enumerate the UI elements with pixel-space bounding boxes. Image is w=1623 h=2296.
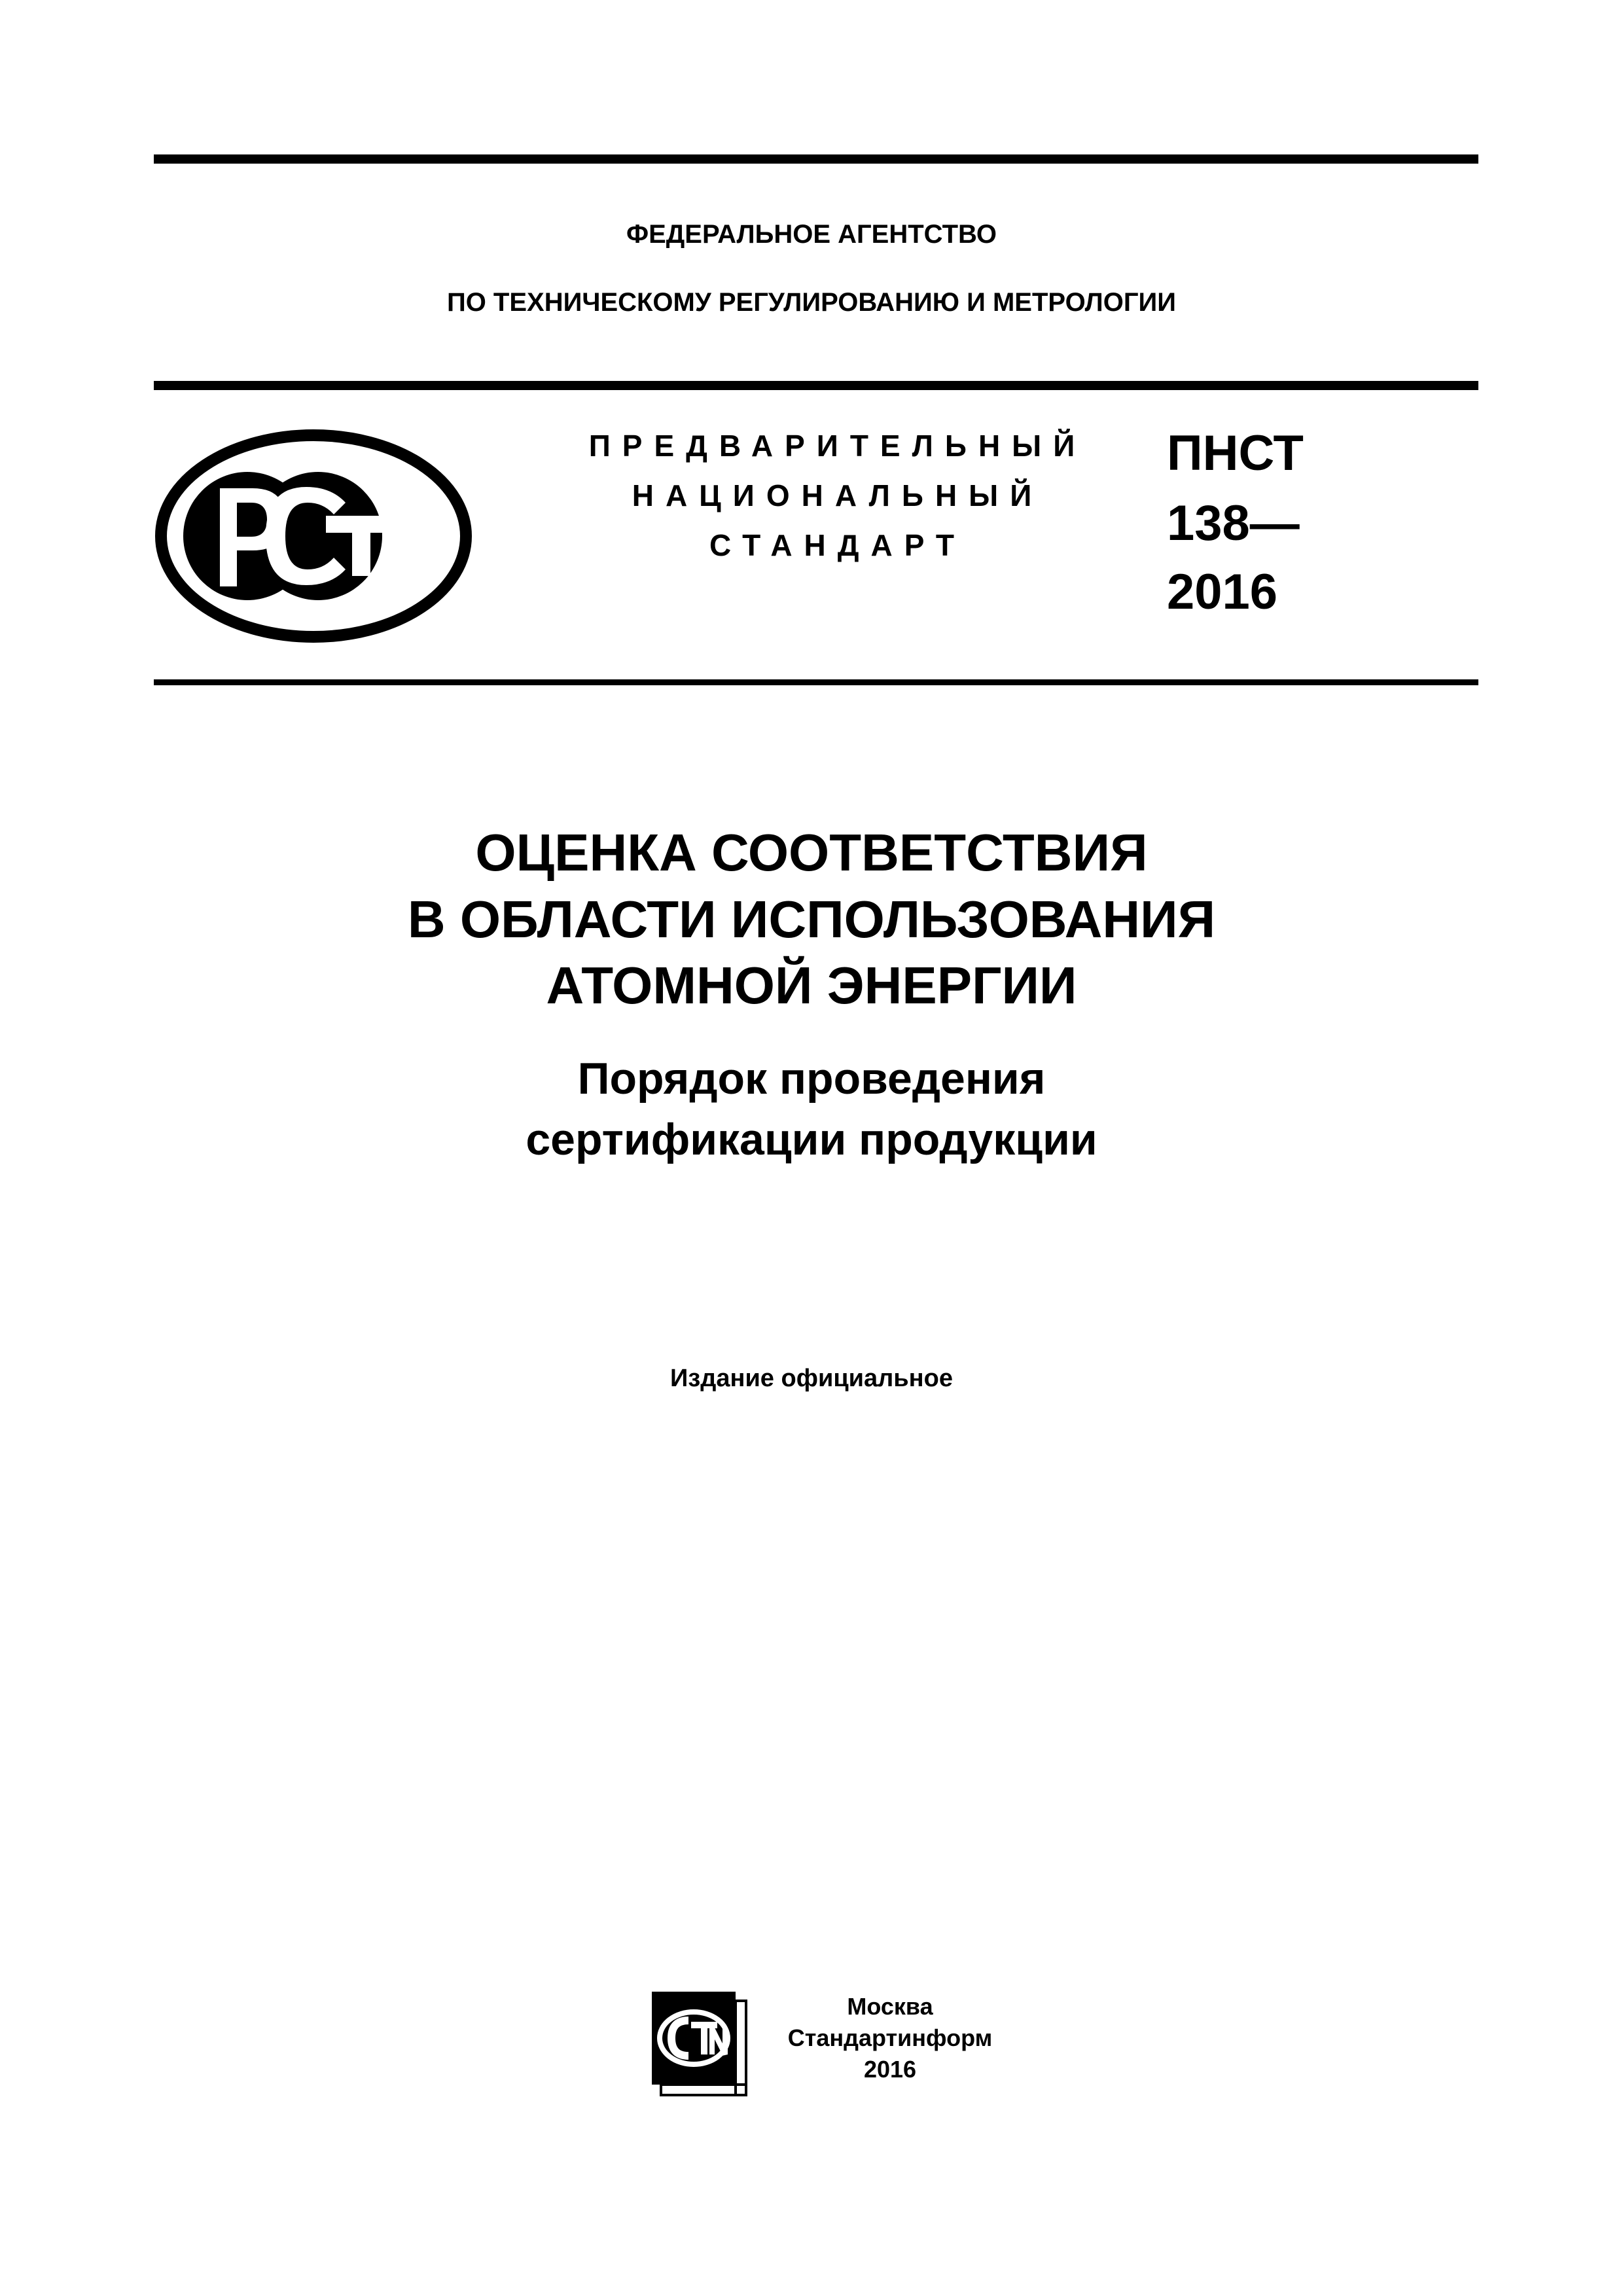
standard-code-year: 2016	[1167, 564, 1278, 620]
standartinform-logo-icon	[652, 1992, 749, 2098]
gost-r-logo-icon	[154, 429, 473, 643]
agency-line-2: ПО ТЕХНИЧЕСКОМУ РЕГУЛИРОВАНИЮ И МЕТРОЛОГИИ	[446, 288, 1177, 317]
standard-type-line-3: СТАНДАРТ	[709, 528, 966, 562]
document-title-line-2: В ОБЛАСТИ ИСПОЛЬЗОВАНИЯ	[407, 890, 1216, 948]
edition-label: Издание официальное	[670, 1365, 953, 1392]
imprint-publisher: Стандартинформ	[787, 2024, 993, 2051]
imprint-year: 2016	[863, 2056, 917, 2083]
agency-line-1: ФЕДЕРАЛЬНОЕ АГЕНТСТВО	[626, 220, 997, 249]
imprint-city: Москва	[847, 1993, 933, 2020]
bottom-rule	[154, 679, 1478, 685]
document-subtitle-line-2: сертификации продукции	[526, 1115, 1097, 1164]
standard-type-line-2: НАЦИОНАЛЬНЫЙ	[632, 478, 1044, 512]
document-subtitle-line-1: Порядок проведения	[577, 1054, 1046, 1103]
document-title-line-3: АТОМНОЙ ЭНЕРГИИ	[546, 956, 1077, 1014]
standard-type-line-1: ПРЕДВАРИТЕЛЬНЫЙ	[588, 429, 1087, 463]
standard-code-prefix: ПНСТ	[1167, 425, 1304, 481]
middle-rule	[154, 381, 1478, 390]
document-title-line-1: ОЦЕНКА СООТВЕТСТВИЯ	[475, 823, 1148, 882]
top-rule	[154, 154, 1478, 164]
standard-code-number: 138—	[1167, 495, 1300, 551]
